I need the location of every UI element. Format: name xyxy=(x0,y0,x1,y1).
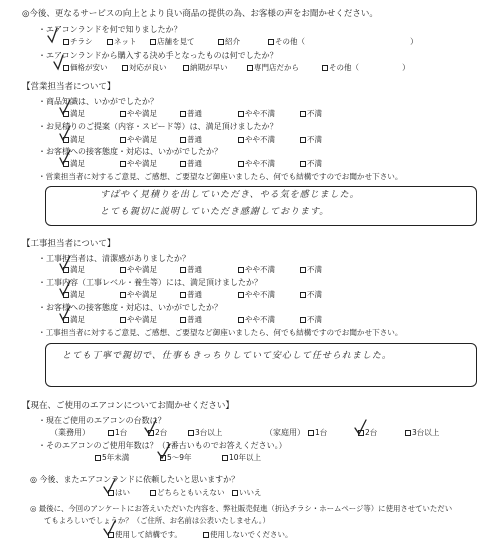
checkbox[interactable] xyxy=(238,317,244,323)
sales-knowledge-somewhat-dissatisfied[interactable]: やや不満 xyxy=(238,110,275,118)
construction-service-question: ・お客様への接客態度・対応は、いかがでしたか？ xyxy=(38,303,222,312)
sales-proposal-neutral[interactable]: 普通 xyxy=(180,136,202,144)
q1-option-store[interactable]: 店舗を見て xyxy=(150,38,195,46)
checkbox[interactable] xyxy=(63,292,69,298)
checkbox[interactable] xyxy=(322,65,328,71)
sales-proposal-somewhat-dissatisfied[interactable]: やや不満 xyxy=(238,136,275,144)
publish-question-line2: てもよろしいでしょうか？（ご住所、お名前は公表いたしません。） xyxy=(44,516,270,525)
checkbox[interactable] xyxy=(180,317,186,323)
construction-heading: 【工事担当者について】 xyxy=(22,239,116,249)
checkbox[interactable] xyxy=(188,430,194,436)
sales-heading: 【営業担当者について】 xyxy=(22,82,116,92)
business-count-1[interactable]: 1台 xyxy=(108,429,127,437)
q1-label: ・エアコンランドを何で知りましたか？ xyxy=(38,25,182,34)
checkbox[interactable] xyxy=(107,39,113,45)
home-count-2[interactable]: 2台 xyxy=(358,429,377,437)
construction-clean-dissatisfied[interactable]: 不満 xyxy=(300,266,322,274)
checkbox[interactable] xyxy=(180,111,186,117)
checkbox[interactable] xyxy=(63,267,69,273)
checkbox[interactable] xyxy=(300,111,306,117)
checkbox[interactable] xyxy=(218,39,224,45)
checkbox[interactable] xyxy=(108,490,114,496)
checkbox[interactable] xyxy=(120,137,126,143)
checkbox[interactable] xyxy=(180,267,186,273)
years-under-5[interactable]: 5年未満 xyxy=(95,454,129,462)
checkbox[interactable] xyxy=(300,292,306,298)
q1-option-flyer[interactable]: チラシ xyxy=(63,38,93,46)
construction-clean-neutral[interactable]: 普通 xyxy=(180,266,202,274)
checkbox[interactable] xyxy=(63,111,69,117)
checkbox[interactable] xyxy=(247,65,253,71)
construction-service-somewhat-satisfied[interactable]: やや満足 xyxy=(120,316,157,324)
current-heading: 【現在、ご使用のエアコンについてお聞かせください】 xyxy=(22,401,234,411)
checkbox[interactable] xyxy=(238,161,244,167)
q2-option-price[interactable]: 価格が安い xyxy=(63,64,108,72)
construction-service-dissatisfied[interactable]: 不満 xyxy=(300,316,322,324)
checkbox[interactable] xyxy=(180,292,186,298)
sales-knowledge-somewhat-satisfied[interactable]: やや満足 xyxy=(120,110,157,118)
checkbox[interactable] xyxy=(150,39,156,45)
sales-service-question: ・お客様への接客態度・対応は、いかがでしたか？ xyxy=(38,147,222,156)
construction-comment-handwriting: とても丁寧で親切で、仕事もきっちりしていて安心して任せられました。 xyxy=(62,351,392,361)
sales-service-neutral[interactable]: 普通 xyxy=(180,160,202,168)
again-no[interactable]: いいえ xyxy=(232,489,262,497)
checkbox[interactable] xyxy=(300,267,306,273)
construction-content-somewhat-dissatisfied[interactable]: やや不満 xyxy=(238,291,275,299)
checkbox[interactable] xyxy=(120,267,126,273)
checkbox[interactable] xyxy=(63,39,69,45)
checkbox[interactable] xyxy=(63,65,69,71)
checkbox[interactable] xyxy=(300,137,306,143)
sales-comment-handwriting-line1: すばやく見積りを出していただき、やる気を感じました。 xyxy=(100,190,360,200)
q2-option-service[interactable]: 対応が良い xyxy=(122,64,167,72)
publish-ok[interactable]: 使用して結構です。 xyxy=(108,531,182,539)
checkbox[interactable] xyxy=(63,317,69,323)
checkbox[interactable] xyxy=(148,430,154,436)
checkbox[interactable] xyxy=(405,430,411,436)
checkbox[interactable] xyxy=(63,161,69,167)
checkbox[interactable] xyxy=(300,161,306,167)
construction-content-question: ・工事内容（工事レベル・養生等）には、満足頂けましたか？ xyxy=(38,278,262,287)
checkbox[interactable] xyxy=(222,455,228,461)
sales-service-dissatisfied[interactable]: 不満 xyxy=(300,160,322,168)
intro-text: ◎今後、更なるサービスの向上とより良い商品の提供の為、お客様の声をお聞かせください。 xyxy=(22,9,378,19)
q2-other-close: ） xyxy=(402,63,410,72)
construction-service-somewhat-dissatisfied[interactable]: やや不満 xyxy=(238,316,275,324)
q2-option-other[interactable]: その他（ xyxy=(322,64,359,72)
sales-proposal-dissatisfied[interactable]: 不満 xyxy=(300,136,322,144)
checkbox[interactable] xyxy=(160,455,166,461)
sales-knowledge-question: ・商品知識は、いかがでしたか？ xyxy=(38,97,158,106)
construction-clean-question: ・工事担当者は、清潔感がありましたか？ xyxy=(38,254,190,263)
current-count-question: ・現在ご使用のエアコンの台数は？ xyxy=(38,416,166,425)
checkbox[interactable] xyxy=(120,292,126,298)
business-count-3plus[interactable]: 3台以上 xyxy=(188,429,222,437)
sales-service-satisfied[interactable]: 満足 xyxy=(63,160,85,168)
sales-comment-question: ・営業担当者に対するご意見、ご感想、ご要望など御座いましたら、何でも結構ですのでお聞かせ下さい。 xyxy=(38,172,403,181)
home-count-1[interactable]: 1台 xyxy=(308,429,327,437)
checkbox[interactable] xyxy=(122,65,128,71)
construction-content-somewhat-satisfied[interactable]: やや満足 xyxy=(120,291,157,299)
q1-option-other[interactable]: その他（ xyxy=(268,38,305,46)
years-5-to-9[interactable]: 5～9年 xyxy=(160,454,192,462)
checkbox[interactable] xyxy=(108,430,114,436)
sales-knowledge-neutral[interactable]: 普通 xyxy=(180,110,202,118)
checkbox[interactable] xyxy=(308,430,314,436)
years-question: ・そのエアコンのご使用年数は？（1番古いものでお答えください。） xyxy=(38,441,287,450)
checkbox[interactable] xyxy=(150,490,156,496)
checkbox[interactable] xyxy=(203,532,209,538)
construction-comment-box[interactable] xyxy=(45,343,477,387)
checkbox[interactable] xyxy=(120,317,126,323)
sales-service-somewhat-dissatisfied[interactable]: やや不満 xyxy=(238,160,275,168)
checkbox[interactable] xyxy=(238,111,244,117)
checkbox[interactable] xyxy=(358,430,364,436)
checkbox[interactable] xyxy=(180,137,186,143)
construction-comment-question: ・工事担当者に対するご意見、ご感想、ご要望など御座いましたら、何でも結構ですのでお聞かせ下さい。 xyxy=(38,328,403,337)
again-yes[interactable]: はい xyxy=(108,489,130,497)
publish-no[interactable]: 使用しないでください。 xyxy=(203,531,293,539)
checkbox[interactable] xyxy=(238,137,244,143)
checkbox[interactable] xyxy=(268,39,274,45)
home-use-label: （家庭用） xyxy=(265,428,305,437)
checkbox[interactable] xyxy=(180,161,186,167)
q1-option-referral[interactable]: 紹介 xyxy=(218,38,240,46)
sales-comment-handwriting-line2: とても親切に説明していただき感謝しております。 xyxy=(100,207,330,217)
checkbox[interactable] xyxy=(120,111,126,117)
home-count-3plus[interactable]: 3台以上 xyxy=(405,429,439,437)
checkbox[interactable] xyxy=(238,267,244,273)
checkbox[interactable] xyxy=(238,292,244,298)
again-question: ◎ 今後、またエアコンランドに依頼したいと思いますか？ xyxy=(30,475,240,484)
construction-service-satisfied[interactable]: 満足 xyxy=(63,316,85,324)
sales-proposal-satisfied[interactable]: 満足 xyxy=(63,136,85,144)
checkbox[interactable] xyxy=(63,137,69,143)
construction-clean-somewhat-satisfied[interactable]: やや満足 xyxy=(120,266,157,274)
checkbox[interactable] xyxy=(183,65,189,71)
years-10-plus[interactable]: 10年以上 xyxy=(222,454,261,462)
checkbox[interactable] xyxy=(95,455,101,461)
checkbox[interactable] xyxy=(120,161,126,167)
construction-content-satisfied[interactable]: 満足 xyxy=(63,291,85,299)
again-neither[interactable]: どちらともいえない xyxy=(150,489,225,497)
q2-option-delivery[interactable]: 納期が早い xyxy=(183,64,228,72)
checkbox[interactable] xyxy=(300,317,306,323)
sales-knowledge-satisfied[interactable]: 満足 xyxy=(63,110,85,118)
checkbox[interactable] xyxy=(108,532,114,538)
sales-proposal-somewhat-satisfied[interactable]: やや満足 xyxy=(120,136,157,144)
business-use-label: （業務用） xyxy=(50,428,90,437)
sales-knowledge-dissatisfied[interactable]: 不満 xyxy=(300,110,322,118)
q1-option-net[interactable]: ネット xyxy=(107,38,137,46)
checkbox[interactable] xyxy=(232,490,238,496)
q2-option-specialist[interactable]: 専門店だから xyxy=(247,64,299,72)
construction-clean-satisfied[interactable]: 満足 xyxy=(63,266,85,274)
construction-content-dissatisfied[interactable]: 不満 xyxy=(300,291,322,299)
construction-clean-somewhat-dissatisfied[interactable]: やや不満 xyxy=(238,266,275,274)
construction-service-neutral[interactable]: 普通 xyxy=(180,316,202,324)
q2-label: ・エアコンランドから購入する決め手となったものは何でしたか？ xyxy=(38,51,278,60)
sales-proposal-question: ・お見積りのご提案（内容・スピード等）は、満足頂けましたか？ xyxy=(38,122,278,131)
sales-service-somewhat-satisfied[interactable]: やや満足 xyxy=(120,160,157,168)
business-count-2[interactable]: 2台 xyxy=(148,429,167,437)
construction-content-neutral[interactable]: 普通 xyxy=(180,291,202,299)
publish-question-line1: ◎ 最後に、今回のアンケートにお答えいただいた内容を、弊社販売促進（折込チラシ・ホームページ等）に使用させていただい xyxy=(30,504,453,513)
q1-other-close: ） xyxy=(410,37,418,46)
